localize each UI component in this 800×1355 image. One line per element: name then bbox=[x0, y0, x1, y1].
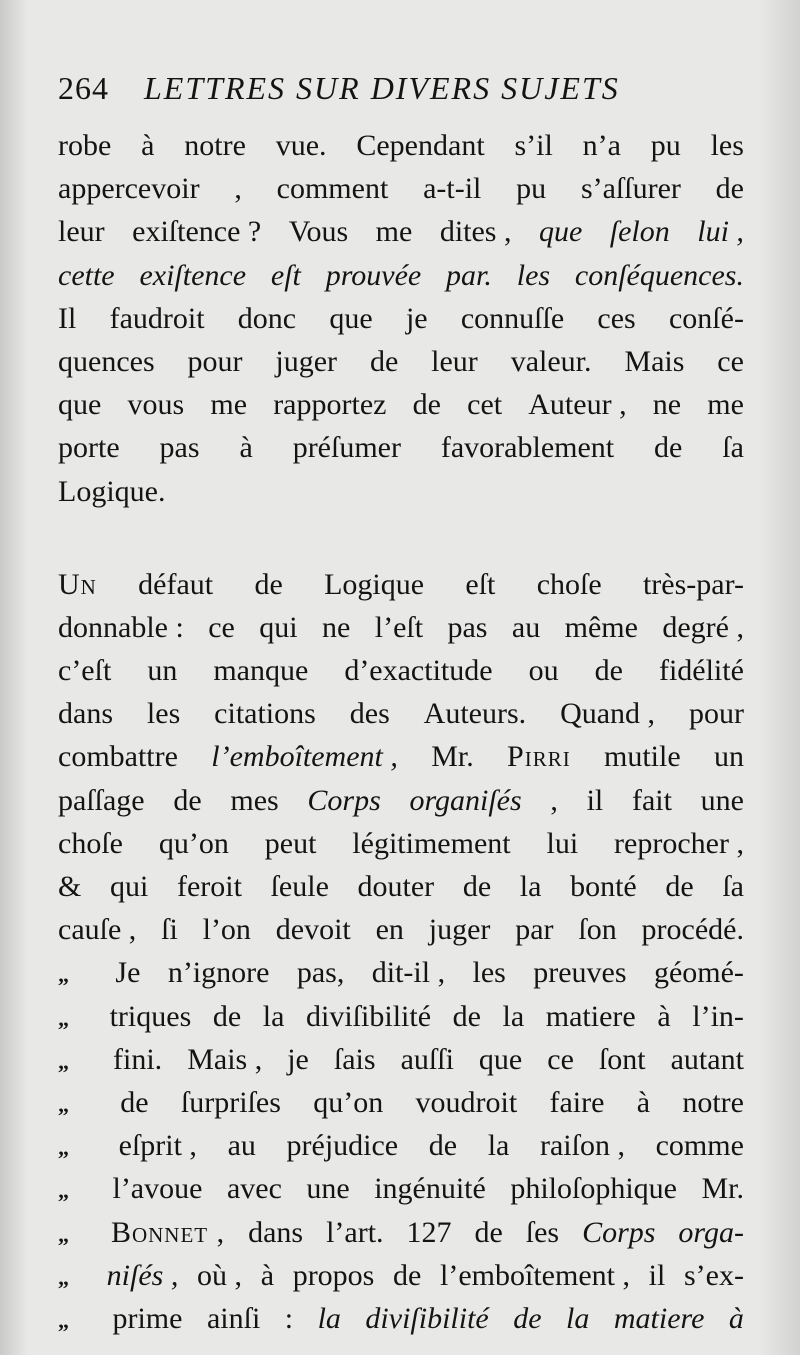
word: qui bbox=[259, 610, 298, 644]
word: donc bbox=[237, 301, 297, 335]
quote-mark: „ bbox=[58, 1307, 69, 1333]
word: mutile bbox=[604, 740, 681, 774]
word: ſes bbox=[525, 1215, 560, 1249]
word: eſprit , bbox=[118, 1129, 197, 1163]
word: que bbox=[58, 388, 102, 422]
word: me bbox=[707, 388, 744, 422]
word: philoſophique bbox=[510, 1172, 677, 1206]
word: les bbox=[710, 129, 744, 162]
word: Corps bbox=[582, 1215, 656, 1249]
text-line bbox=[58, 563, 744, 606]
word: diviſibilité bbox=[306, 999, 432, 1033]
word: manque bbox=[213, 654, 309, 688]
word: de bbox=[594, 654, 623, 688]
word: Mais bbox=[624, 344, 685, 378]
word: organiſés bbox=[409, 783, 522, 817]
word: diviſibilité bbox=[365, 1301, 489, 1335]
word: Logique bbox=[324, 567, 425, 601]
word: lui , bbox=[697, 215, 744, 249]
word: fini. bbox=[113, 1042, 163, 1076]
word: Il bbox=[58, 301, 77, 335]
word: ces bbox=[597, 301, 636, 335]
word: Mr. bbox=[431, 740, 474, 774]
word: d’exactitude bbox=[344, 654, 493, 688]
word: l’on bbox=[202, 913, 251, 947]
word: de bbox=[654, 431, 683, 465]
word: de bbox=[452, 999, 481, 1033]
word: qu’on bbox=[158, 826, 229, 860]
word: par. bbox=[446, 258, 492, 292]
word: Cependant bbox=[356, 129, 485, 162]
word: ne bbox=[322, 610, 351, 644]
quote-mark: „ bbox=[58, 1178, 69, 1204]
word: la bbox=[262, 999, 285, 1033]
word: fidélité bbox=[658, 654, 744, 688]
word: les bbox=[146, 697, 181, 731]
word: auſſi bbox=[400, 1042, 454, 1076]
word: ſais bbox=[333, 1042, 376, 1076]
word: à bbox=[260, 1258, 275, 1292]
text-line bbox=[58, 1297, 744, 1340]
word: faire bbox=[549, 1085, 605, 1119]
word: ainſi bbox=[206, 1301, 261, 1335]
word: voudroit bbox=[415, 1085, 518, 1119]
word: Auteur , bbox=[528, 388, 627, 422]
word: pu bbox=[516, 172, 547, 206]
word: un bbox=[713, 740, 744, 774]
word: autant bbox=[670, 1042, 744, 1076]
page-number: 264 bbox=[58, 70, 109, 106]
word: où , bbox=[197, 1258, 243, 1292]
word: Un bbox=[58, 567, 97, 601]
word: de bbox=[665, 870, 694, 903]
word: géomé- bbox=[653, 956, 744, 990]
word: la bbox=[317, 1301, 341, 1335]
word: défaut bbox=[138, 567, 214, 601]
text-line bbox=[58, 908, 744, 951]
word: je bbox=[405, 301, 428, 335]
word: dans bbox=[248, 1215, 304, 1249]
word: à bbox=[141, 129, 155, 162]
word: même bbox=[564, 610, 638, 644]
word: l’emboîtement , bbox=[211, 740, 398, 774]
word: ce bbox=[717, 344, 744, 378]
word: de bbox=[120, 1085, 149, 1119]
word: robe bbox=[58, 129, 112, 162]
word: douter bbox=[357, 870, 435, 903]
word: donnable : bbox=[58, 610, 184, 644]
word: n’ignore bbox=[167, 956, 270, 990]
word: dites , bbox=[439, 215, 512, 249]
text-line bbox=[58, 124, 744, 167]
word: conſéquences. bbox=[574, 258, 744, 292]
word: s’aſſurer bbox=[580, 172, 681, 206]
word: la bbox=[502, 999, 525, 1033]
word: ou bbox=[528, 654, 559, 688]
word: matiere bbox=[545, 999, 636, 1033]
word: à bbox=[657, 999, 671, 1033]
word: combattre bbox=[58, 740, 178, 774]
word: fait bbox=[631, 783, 672, 817]
word: faudroit bbox=[109, 301, 205, 335]
word: de bbox=[428, 1129, 458, 1163]
word: préjudice bbox=[286, 1129, 399, 1163]
word: peut bbox=[264, 826, 317, 860]
text-line bbox=[58, 951, 744, 994]
text-line bbox=[58, 210, 744, 253]
text-line bbox=[58, 822, 744, 865]
quote-mark: „ bbox=[58, 1264, 69, 1290]
word: comme bbox=[655, 1129, 744, 1163]
word: appercevoir bbox=[58, 172, 200, 206]
word: prouvée bbox=[325, 258, 422, 292]
word: de bbox=[715, 172, 744, 206]
paragraph-break bbox=[58, 513, 744, 563]
word: ſont bbox=[598, 1042, 646, 1076]
text-line bbox=[58, 692, 744, 735]
word: ſi bbox=[161, 913, 178, 947]
word: de bbox=[513, 1301, 542, 1335]
word: exiſtence ? bbox=[132, 215, 262, 249]
word: paſſage bbox=[58, 783, 145, 817]
word: cette bbox=[58, 258, 115, 292]
word: valeur. bbox=[510, 344, 592, 378]
word: à bbox=[728, 1301, 744, 1335]
word: reprocher , bbox=[614, 826, 744, 860]
text-line bbox=[58, 1038, 744, 1081]
word: la bbox=[519, 870, 542, 903]
word: orga- bbox=[678, 1215, 744, 1249]
word: n’a bbox=[582, 129, 621, 162]
word: notre bbox=[184, 129, 246, 162]
word: triques bbox=[109, 999, 192, 1033]
word: eſt bbox=[270, 258, 301, 292]
word: a-t-il bbox=[423, 172, 482, 206]
text-line bbox=[58, 1167, 744, 1210]
word: au bbox=[227, 1129, 256, 1163]
word: que bbox=[538, 215, 583, 249]
word: juger bbox=[428, 913, 491, 947]
word: très-par- bbox=[642, 567, 744, 601]
word: au bbox=[511, 610, 541, 644]
word: une bbox=[306, 1172, 350, 1206]
word: l’avoue bbox=[112, 1172, 203, 1206]
word: connuſſe bbox=[460, 301, 565, 335]
word: bonté bbox=[570, 870, 637, 903]
text-line bbox=[58, 1211, 744, 1254]
word: Auteurs. bbox=[423, 697, 527, 731]
word: qu’on bbox=[313, 1085, 384, 1119]
word: s’il bbox=[514, 129, 553, 162]
word: la bbox=[487, 1129, 510, 1163]
word: ſa bbox=[722, 870, 744, 903]
word: pour bbox=[688, 697, 744, 731]
word: je bbox=[287, 1042, 309, 1076]
text-line bbox=[58, 1254, 744, 1297]
word: de bbox=[474, 1215, 503, 1249]
quote-mark: „ bbox=[58, 1135, 69, 1161]
word: niſés , bbox=[106, 1258, 179, 1292]
word: de bbox=[212, 999, 242, 1033]
running-title: LETTRES SUR DIVERS SUJETS bbox=[144, 70, 620, 106]
quote-mark: „ bbox=[58, 1221, 69, 1247]
word: Corps bbox=[307, 783, 381, 817]
word: cet bbox=[467, 388, 503, 422]
text-line bbox=[58, 254, 744, 297]
word: leur bbox=[58, 215, 105, 249]
word: pu bbox=[650, 129, 681, 162]
word: il bbox=[648, 1258, 666, 1292]
word: dit-il , bbox=[371, 956, 446, 990]
word: devoit bbox=[275, 913, 351, 947]
text-line bbox=[58, 1081, 744, 1124]
word: préſumer bbox=[292, 431, 401, 465]
word: ſeule bbox=[270, 870, 329, 903]
word: pas bbox=[159, 431, 200, 465]
word: cauſe , bbox=[58, 913, 137, 947]
word: Logique. bbox=[58, 474, 166, 508]
word: Quand , bbox=[560, 697, 656, 731]
word: Vous bbox=[288, 215, 349, 249]
word: de bbox=[173, 783, 202, 817]
quote-mark: „ bbox=[58, 1005, 69, 1031]
word: & bbox=[58, 870, 82, 903]
word: pour bbox=[187, 344, 243, 378]
word: prime bbox=[112, 1301, 183, 1335]
word: qui bbox=[109, 870, 149, 903]
quote-mark: „ bbox=[58, 1091, 69, 1117]
word: me bbox=[375, 215, 413, 249]
word: Je bbox=[115, 956, 141, 990]
word: choſe bbox=[58, 826, 123, 860]
word: de bbox=[369, 344, 399, 378]
word: lui bbox=[546, 826, 579, 860]
text-line bbox=[58, 426, 744, 469]
word: l’in- bbox=[692, 999, 744, 1033]
word: à bbox=[239, 431, 253, 465]
word: 127 bbox=[406, 1215, 452, 1249]
word: l’art. bbox=[326, 1215, 384, 1249]
word: matiere bbox=[613, 1301, 705, 1335]
word: pas bbox=[447, 610, 488, 644]
word: que bbox=[329, 301, 373, 335]
word: ſa bbox=[722, 431, 744, 465]
word: preuves bbox=[533, 956, 627, 990]
word: de bbox=[412, 388, 441, 422]
text-line bbox=[58, 470, 744, 513]
word: vous bbox=[127, 388, 185, 422]
word: que bbox=[478, 1042, 523, 1076]
text-line bbox=[58, 995, 744, 1038]
word: légitimement bbox=[352, 826, 511, 860]
word: en bbox=[375, 913, 404, 947]
word: c’eſt bbox=[58, 654, 112, 688]
quote-mark: „ bbox=[58, 962, 69, 988]
word: Mais , bbox=[187, 1042, 263, 1076]
word: notre bbox=[682, 1085, 744, 1119]
word: par bbox=[515, 913, 554, 947]
word: à bbox=[636, 1085, 651, 1119]
word: leur bbox=[431, 344, 478, 378]
word: vue. bbox=[275, 129, 327, 162]
body-text bbox=[58, 124, 744, 1340]
word: : bbox=[284, 1301, 294, 1335]
word: favorablement bbox=[440, 431, 615, 465]
word: quences bbox=[58, 344, 155, 378]
word: porte bbox=[58, 431, 120, 465]
word: dans bbox=[58, 697, 113, 731]
word: de bbox=[462, 870, 492, 903]
text-line bbox=[58, 606, 744, 649]
word: citations bbox=[214, 697, 316, 731]
word: degré , bbox=[662, 610, 744, 644]
word: propos bbox=[292, 1258, 375, 1292]
page-header bbox=[58, 70, 748, 110]
word: Mr. bbox=[701, 1172, 744, 1206]
word: juger bbox=[275, 344, 338, 378]
word: les bbox=[472, 956, 506, 990]
word: raiſon , bbox=[539, 1129, 625, 1163]
word: mes bbox=[230, 783, 279, 817]
word: ſurpriſes bbox=[180, 1085, 281, 1119]
text-line bbox=[58, 167, 744, 210]
text-line bbox=[58, 340, 744, 383]
word: Pirri bbox=[507, 740, 571, 774]
word: eſt bbox=[465, 567, 496, 601]
word: exiſtence bbox=[139, 258, 247, 292]
word: l’eſt bbox=[374, 610, 424, 644]
quote-mark: „ bbox=[58, 1048, 69, 1074]
word: rapportez bbox=[273, 388, 387, 422]
text-line bbox=[58, 649, 744, 692]
text-line bbox=[58, 383, 744, 426]
text-line bbox=[58, 1124, 744, 1167]
text-line bbox=[58, 735, 744, 778]
word: une bbox=[700, 783, 744, 817]
word: les bbox=[516, 258, 551, 292]
word: un bbox=[147, 654, 178, 688]
word: ſon bbox=[578, 913, 617, 947]
word: ſelon bbox=[609, 215, 670, 249]
word: s’ex- bbox=[684, 1258, 744, 1292]
word: comment bbox=[276, 172, 389, 206]
word: me bbox=[210, 388, 248, 422]
text-line bbox=[58, 865, 744, 908]
word: conſé- bbox=[668, 301, 744, 335]
word: , bbox=[550, 783, 558, 817]
word: de bbox=[393, 1258, 422, 1292]
word: ce bbox=[547, 1042, 574, 1076]
word: ingénuité bbox=[374, 1172, 486, 1206]
word: , bbox=[234, 172, 242, 206]
word: feroit bbox=[176, 870, 242, 903]
word: pas, bbox=[296, 956, 345, 990]
word: il bbox=[586, 783, 604, 817]
text-line bbox=[58, 779, 744, 822]
word: la bbox=[566, 1301, 590, 1335]
word: l’emboîtement , bbox=[440, 1258, 630, 1292]
word: ne bbox=[652, 388, 682, 422]
word: Bonnet , bbox=[110, 1215, 226, 1249]
text-line bbox=[58, 297, 744, 340]
word: de bbox=[254, 567, 283, 601]
word: des bbox=[349, 697, 390, 731]
word: choſe bbox=[536, 567, 602, 601]
word: procédé. bbox=[641, 913, 744, 947]
word: avec bbox=[226, 1172, 282, 1206]
word: ce bbox=[208, 610, 235, 644]
